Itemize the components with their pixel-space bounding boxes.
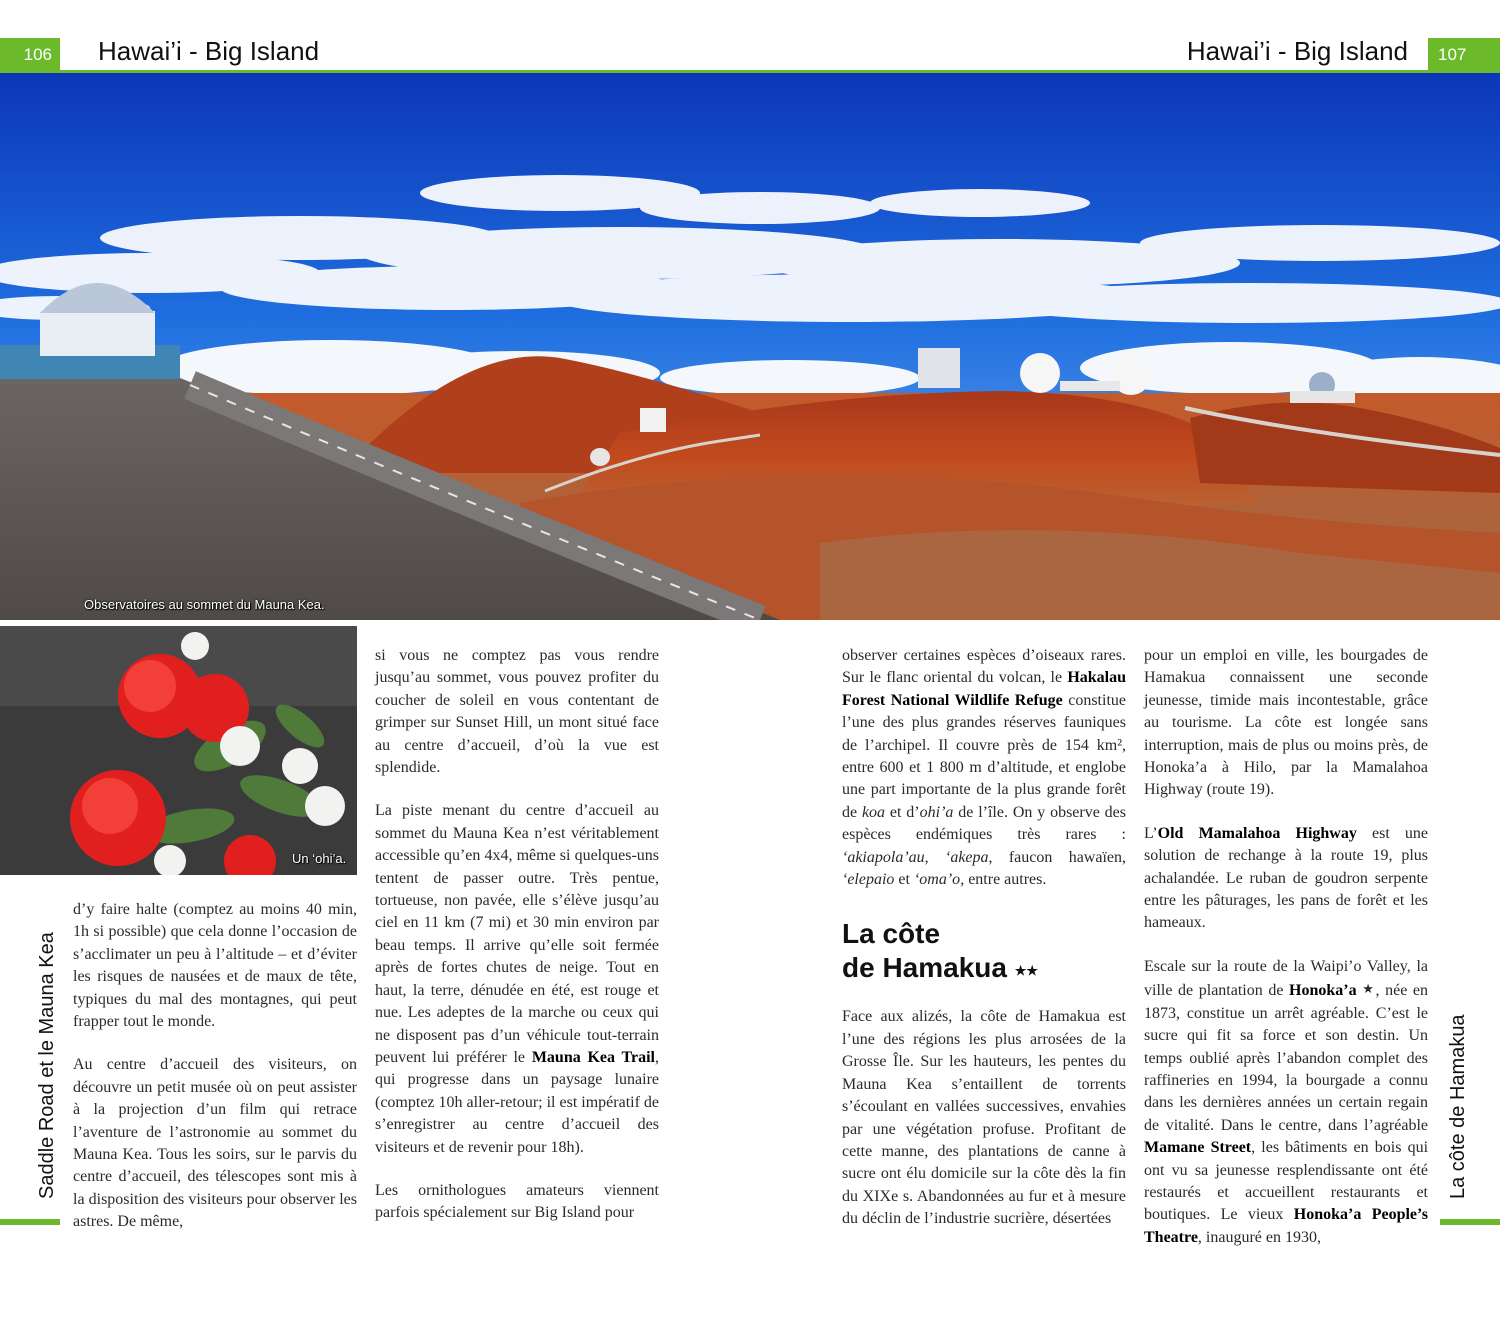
left-running-title: Hawai’i - Big Island: [98, 36, 320, 66]
paragraph: observer certaines espèces d’oiseaux rares. Sur le flanc oriental du volcan, le Hakalau Forest National Wildlife Refuge constitue l’une des plus grandes réserves fauniques de l’archipel. Il couvre près de 154 km², entre 600 et 1 800 m d’altitude, et englobe une part importante de la plus grande forêt de koa et d’ohi’a de l’île. On y observe des espèces endémiques très rares : ‘akiapola’au, ‘akepa, faucon hawaïen, ‘elepaio et ‘oma’o, entre autres.: [842, 647, 1127, 889]
paragraph: L’Old Mamalahoa Highway est une solution de rechange à la route 19, plus achalandée. Le ruban de goudron serpente entre les pâturages, les pans de forêt et les hameaux.: [1144, 824, 1429, 932]
right-side-rule: [1440, 1219, 1500, 1225]
paragraph: Au centre d’accueil des visiteurs, on découvre un petit musée où on peut assister à la projection d’un film qui retrace l’aventure de l’astronomie au sommet du Mauna Kea. Tous les soirs, sur le parvis du centre d’accueil, des télescopes sont mis à la disposition des visiteurs pour observer les astres. De même,: [73, 1056, 357, 1231]
paragraph: Face aux alizés, la côte de Hamakua est l’une des régions les plus arrosées de la Grosse Île. Sur les hauteurs, les pentes du Mauna Kea s’entaillent de torrents s’écoulant en vallées successives, envahies par une végétation profuse. Profitant de cette manne, des plantations de canne à sucre ont élu domicile sur la côte dès la fin du XIXe s. Abandonnées au fur et à mesure du déclin de l’industrie sucrière, désertées: [842, 1008, 1126, 1228]
column-1: [73, 899, 357, 1255]
flower-caption: Un ‘ohi’a.: [292, 851, 347, 866]
honokaa-peoples-theatre: Honoka’a People’s Theatre: [1144, 1206, 1428, 1246]
section-title-hamakua: La côte de Hamakua ★★: [842, 918, 1039, 984]
mauna-kea-panorama-photo: [0, 73, 1500, 620]
right-page-number: 107: [1428, 38, 1500, 72]
paragraph: pour un emploi en ville, les bourgades de Hamakua connaissent une seconde jeunesse, timide mais incontestable, grâce au tourisme. La côte est longée sans interruption, mais de plus ou moins près, de Honoka’a à Hilo, par la Mamalahoa Highway (route 19).: [1144, 647, 1428, 799]
paragraph: d’y faire halte (comptez au moins 40 min, 1h si possible) que cela donne l’occasion de s’acclimater un peu à l’altitude – et d’éviter les risques de nausées et de maux de tête, typiques du mal des montagnes, qui peut frapper tout le monde.: [73, 901, 357, 1031]
left-side-tab: Saddle Road et le Mauna Kea: [36, 932, 58, 1199]
panorama-illustration: [0, 73, 1500, 620]
paragraph: La piste menant du centre d’accueil au sommet du Mauna Kea n’est véritablement accessible qu’en 4x4, même si quelques-uns tentent de passer outre. Très pentue, tortueuse, non pavée, elle s’élève jusqu’au ciel en 11 km (7 mi) et 30 min environ par beau temps. Il arrive qu’elle soit fermée après de fortes chutes de neige. Tout en haut, la terre, dénudée en été, est rouge et nue. Les adeptes de la marche ou ceux qui ne disposent pas d’un véhicule tout-terrain peuvent lui préférer le Mauna Kea Trail, qui progresse dans un paysage lunaire (comptez 10h aller-retour; il est impératif de s’enregistrer au centre d’accueil des visiteurs et de revenir pour 18h).: [375, 802, 660, 1156]
old-mamalahoa-highway: Old Mamalahoa Highway: [1157, 824, 1357, 842]
ohia-flower-photo: [0, 626, 357, 875]
left-side-rule: [0, 1219, 60, 1225]
rating-stars: ★★: [1014, 963, 1039, 979]
mamane-street: Mamane Street: [1144, 1139, 1252, 1157]
mauna-kea-trail: Mauna Kea Trail: [531, 1048, 655, 1066]
column-3: [842, 645, 1126, 1252]
paragraph: Escale sur la route de la Waipi’o Valley, la ville de plantation de Honoka’a ★, née en 1873, constitue un arrêt agréable. C’est le sucre qui fit sa force et son destin. Un temps oublié après l’abandon complet des raffineries en 1994, la bourgade a connu dans les dernières années un certain regain de vitalité. Dans le centre, dans l’agréable Mamane Street, les bâtiments en bois qui ont vu sa jeunesse resplendissante ont été restaurés et accueillent restaurants et boutiques. Le vieux Honoka’a People’s Theatre, inauguré en 1930,: [1144, 957, 1429, 1246]
paragraph: Les ornithologues amateurs viennent parfois spécialement sur Big Island pour: [375, 1181, 659, 1222]
hakalau-refuge: Hakalau Forest National Wildlife Refuge: [842, 669, 1126, 709]
column-4: [1144, 645, 1428, 1270]
panorama-caption: Observatoires au sommet du Mauna Kea.: [84, 597, 325, 612]
left-page-number: 106: [0, 38, 60, 72]
right-side-tab: La côte de Hamakua: [1447, 1014, 1469, 1199]
paragraph: si vous ne comptez pas vous rendre jusqu’au sommet, vous pouvez profiter du coucher de soleil en vous contentant de grimper sur Sunset Hill, un mont situé face au centre d’accueil, d’où la vue est splendide.: [375, 647, 659, 777]
honokaa: Honoka’a: [1289, 982, 1357, 1000]
column-2: [375, 645, 659, 1246]
ohia-flower-illustration: [0, 626, 357, 875]
right-running-title: Hawai’i - Big Island: [1186, 36, 1408, 66]
